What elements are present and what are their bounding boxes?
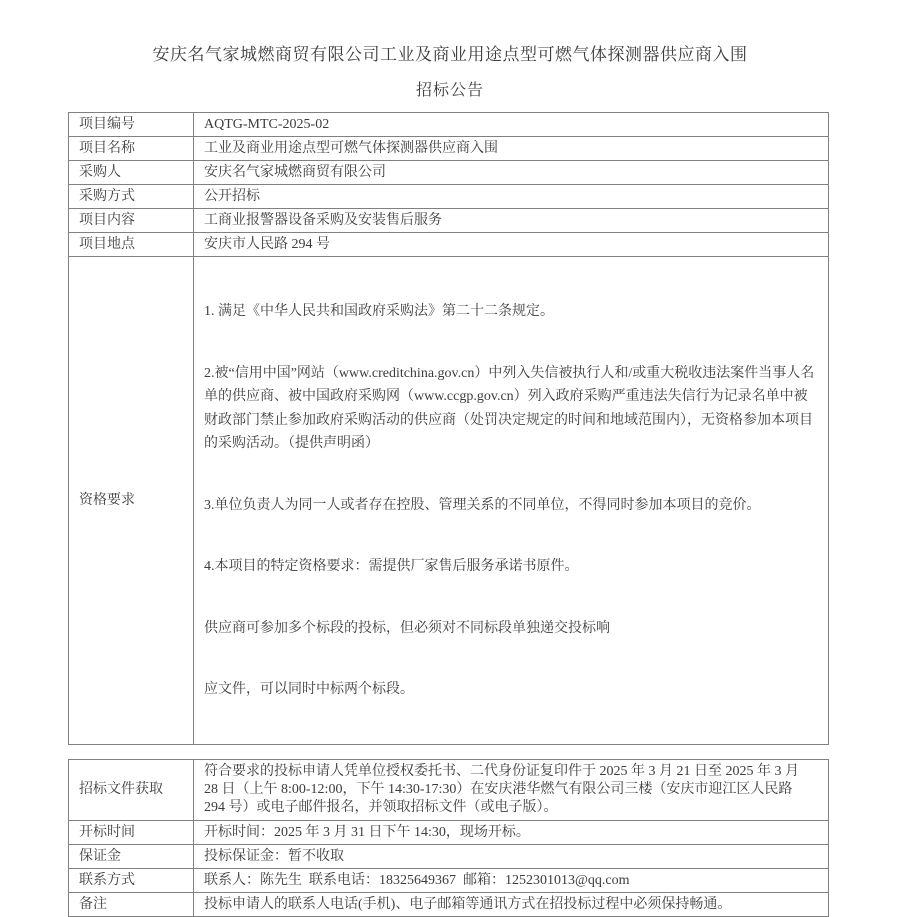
row-project-content xyxy=(69,209,829,233)
row-bid-opening-time xyxy=(69,820,829,844)
qualification-paragraph-5-line-2: 应文件，可以同时中标两个标段。 xyxy=(204,682,414,697)
row-purchaser xyxy=(69,161,829,185)
qualification-paragraph-3: 3.单位负责人为同一人或者存在控股、管理关系的不同单位，不得同时参加本项目的竞价。 xyxy=(204,497,761,513)
bidding-schedule-table xyxy=(68,759,829,917)
row-deposit xyxy=(69,844,829,868)
deposit-label: 保证金 xyxy=(69,844,194,868)
project-name-value: 工业及商业用途点型可燃气体探测器供应商入围 xyxy=(194,137,829,161)
project-content-value: 工商业报警器设备采购及安装售后服务 xyxy=(194,209,829,233)
document-subtitle: 招标公告 xyxy=(415,82,484,99)
project-content-label: 项目内容 xyxy=(69,209,194,233)
bid-opening-time-value: 开标时间：2025 年 3 月 31 日下午 14:30，现场开标。 xyxy=(194,820,829,844)
qualification-paragraph-5-line-1: 供应商可参加多个标段的投标，但必须对不同标段单独递交投标响 xyxy=(204,620,610,636)
qualification-label: 资格要求 xyxy=(69,257,194,745)
contact-info-value: 联系人：陈先生 联系电话：18325649367 邮箱：1252301013@qq.com xyxy=(194,868,829,892)
contact-info-label: 联系方式 xyxy=(69,868,194,892)
qualification-paragraph-2: 2.被“信用中国”网站（www.creditchina.gov.cn）中列入失信被执行人和/或重大税收违法案件当事人名单的供应商、被中国政府采购网（www.ccgp.gov.cn）列入政府采购严重违法失信行为记录名单中被财政部门禁止参加政府采购活动的供应商（处罚决定规定的时间和地域范围内），无资格参加本项目的采购活动。（提供声明函） xyxy=(204,365,815,451)
remarks-label: 备注 xyxy=(69,892,194,916)
bid-opening-time-label: 开标时间 xyxy=(69,820,194,844)
row-project-name xyxy=(69,137,829,161)
procurement-method-value: 公开招标 xyxy=(194,185,829,209)
project-location-value: 安庆市人民路 294 号 xyxy=(194,233,829,257)
row-document-acquisition xyxy=(69,759,829,820)
row-procurement-method xyxy=(69,185,829,209)
project-number-label: 项目编号 xyxy=(69,113,194,137)
row-project-number xyxy=(69,113,829,137)
row-qualification-requirements xyxy=(69,257,829,745)
project-info-table xyxy=(68,112,829,745)
project-number-value: AQTG-MTC-2025-02 xyxy=(194,113,829,137)
project-location-label: 项目地点 xyxy=(69,233,194,257)
purchaser-value: 安庆名气家城燃商贸有限公司 xyxy=(194,161,829,185)
purchaser-label: 采购人 xyxy=(69,161,194,185)
remarks-value: 投标申请人的联系人电话(手机)、电子邮箱等通讯方式在招投标过程中必须保持畅通。 xyxy=(194,892,829,916)
document-acquisition-value: 符合要求的投标申请人凭单位授权委托书、二代身份证复印件于 2025 年 3 月 21 日至 2025 年 3 月 28 日（上午 8:00-12:00，下午 14:30-17:30）在安庆港华燃气有限公司三楼（安庆市迎江区人民路 294 号）或电子邮件报名，并领取招标文件（或电子版）。 xyxy=(194,759,829,820)
qualification-value xyxy=(194,257,829,745)
procurement-method-label: 采购方式 xyxy=(69,185,194,209)
document-title: 安庆名气家城燃商贸有限公司工业及商业用途点型可燃气体探测器供应商入围 xyxy=(152,45,748,64)
qualification-paragraph-1: 1. 满足《中华人民共和国政府采购法》第二十二条规定。 xyxy=(204,304,554,319)
row-remarks xyxy=(69,892,829,916)
project-name-label: 项目名称 xyxy=(69,137,194,161)
qualification-paragraph-4: 4.本项目的特定资格要求：需提供厂家售后服务承诺书原件。 xyxy=(204,559,579,574)
row-project-location xyxy=(69,233,829,257)
deposit-value: 投标保证金：暂不收取 xyxy=(194,844,829,868)
row-contact-info xyxy=(69,868,829,892)
document-acquisition-label: 招标文件获取 xyxy=(69,759,194,820)
